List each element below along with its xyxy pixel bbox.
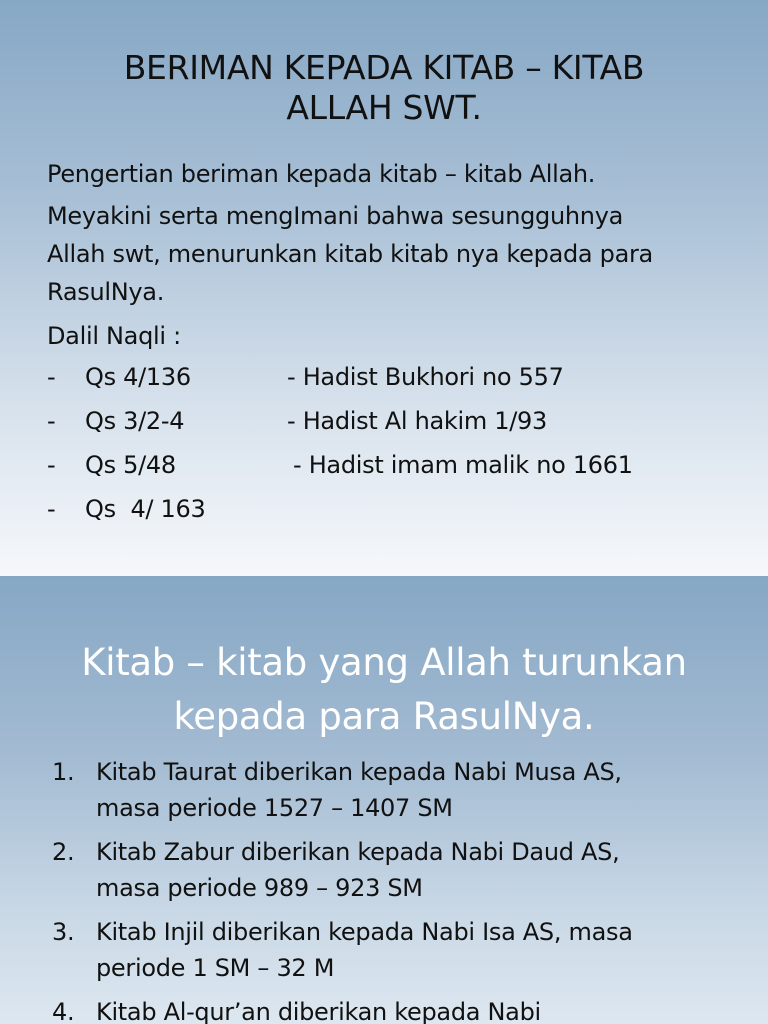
reference-row	[47, 487, 737, 531]
slide-1-body	[47, 155, 737, 531]
list-item-text	[96, 914, 633, 986]
definition-line-3: RasulNya.	[47, 278, 165, 306]
slide-2-title-line-1: Kitab – kitab yang Allah turunkan	[81, 641, 687, 684]
reference-row	[47, 355, 737, 399]
list-item-number: 2.	[52, 838, 75, 866]
reference-row	[47, 399, 737, 443]
list-item-text	[96, 834, 619, 906]
list-item-line-2: masa periode 1527 – 1407 SM	[96, 794, 453, 822]
kitab-list	[52, 754, 712, 1024]
reference-hadist: - Hadist imam malik no 1661	[293, 451, 633, 479]
list-item-line-1: Kitab Zabur diberikan kepada Nabi Daud AS,	[96, 838, 620, 866]
list-item-number: 4.	[52, 998, 75, 1024]
reference-dash: -	[47, 363, 56, 391]
dalil-label: Dalil Naqli :	[47, 322, 181, 350]
reference-row	[47, 443, 737, 487]
reference-dash: -	[47, 407, 56, 435]
list-item-line-1: Kitab Taurat diberikan kepada Nabi Musa AS,	[96, 758, 622, 786]
list-item-number: 1.	[52, 758, 75, 786]
list-item-number: 3.	[52, 918, 75, 946]
reference-dash: -	[47, 451, 56, 479]
list-item-text	[96, 994, 541, 1024]
slide-2	[0, 576, 768, 1024]
list-item-line-2: masa periode 989 – 923 SM	[96, 874, 423, 902]
reference-dash: -	[47, 495, 56, 523]
list-item-line-1: Kitab Injil diberikan kepada Nabi Isa AS, masa	[96, 918, 633, 946]
slide-1-title	[40, 48, 728, 128]
slide-2-title	[30, 636, 738, 744]
definition-heading: Pengertian beriman kepada kitab – kitab Allah.	[47, 160, 596, 188]
reference-quran: Qs 4/ 163	[85, 495, 206, 523]
list-item	[52, 754, 712, 826]
definition-line-1: Meyakini serta mengImani bahwa sesungguhnya	[47, 202, 624, 230]
list-item-line-1: Kitab Al-qur’an diberikan kepada Nabi	[96, 998, 541, 1024]
list-item	[52, 834, 712, 906]
slide-2-title-line-2: kepada para RasulNya.	[173, 695, 595, 738]
list-item-line-2: periode 1 SM – 32 M	[96, 954, 335, 982]
definition-line-2: Allah swt, menurunkan kitab kitab nya kepada para	[47, 240, 653, 268]
reference-quran: Qs 4/136	[85, 363, 191, 391]
slide-1-title-line-1: BERIMAN KEPADA KITAB – KITAB	[123, 48, 645, 87]
definition-text	[47, 197, 737, 311]
slide-1-title-line-2: ALLAH SWT.	[286, 88, 482, 127]
reference-quran: Qs 5/48	[85, 451, 176, 479]
reference-hadist: - Hadist Bukhori no 557	[287, 363, 564, 391]
reference-hadist: - Hadist Al hakim 1/93	[287, 407, 547, 435]
list-item	[52, 914, 712, 986]
list-item	[52, 994, 712, 1024]
reference-quran: Qs 3/2-4	[85, 407, 185, 435]
list-item-text	[96, 754, 622, 826]
